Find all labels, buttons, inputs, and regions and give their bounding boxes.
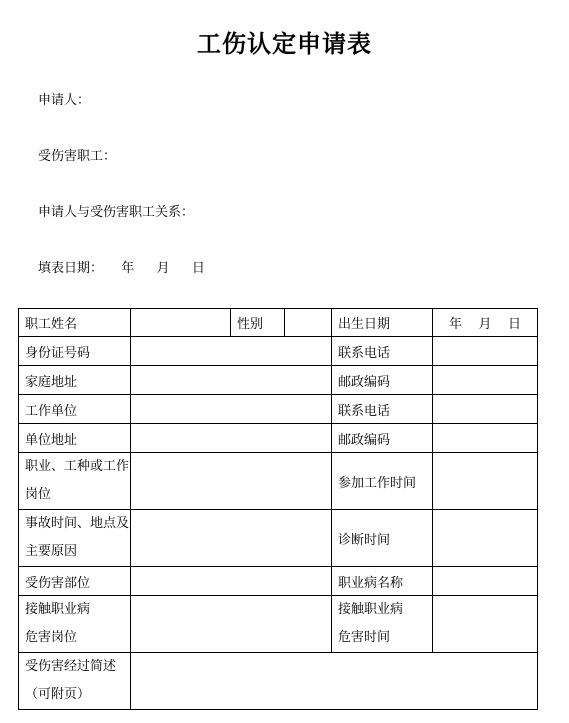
employer-address-label: 单位地址 (19, 424, 131, 453)
diagnosis-date-field[interactable] (433, 510, 538, 567)
injury-summary-label-line1: 受伤害经过简述 (25, 659, 117, 674)
fill-date-line (38, 257, 205, 276)
gender-label: 性别 (231, 309, 285, 337)
table-row (19, 366, 538, 395)
table-row (19, 424, 538, 453)
relationship-line (38, 201, 194, 220)
injury-summary-label (19, 653, 131, 710)
occupation-label-line1: 职业、工种或工作 (25, 459, 130, 474)
employer-phone-field[interactable] (433, 395, 538, 424)
employer-postal-code-label: 邮政编码 (332, 424, 433, 453)
work-start-date-label: 参加工作时间 (332, 453, 433, 510)
table-row (19, 567, 538, 596)
fill-date-day: 日 (191, 261, 205, 276)
accident-label-line2: 主要原因 (25, 544, 78, 559)
phone-field[interactable] (433, 337, 538, 366)
name-field[interactable] (131, 309, 231, 337)
postal-code-field[interactable] (433, 366, 538, 395)
occupation-label-line2: 岗位 (25, 487, 52, 502)
employer-phone-label: 联系电话 (332, 395, 433, 424)
table-row (19, 510, 538, 567)
phone-label: 联系电话 (332, 337, 433, 366)
hazard-post-label-line2: 危害岗位 (25, 630, 78, 645)
applicant-line (38, 89, 90, 108)
occupational-disease-label: 职业病名称 (332, 567, 433, 596)
home-address-field[interactable] (131, 366, 332, 395)
id-number-label: 身份证号码 (19, 337, 131, 366)
employer-address-field[interactable] (131, 424, 332, 453)
hazard-duration-label-line1: 接触职业病 (338, 602, 404, 617)
occupation-label (19, 453, 131, 510)
table-row (19, 453, 538, 510)
hazard-post-label (19, 596, 131, 653)
hazard-post-label-line1: 接触职业病 (25, 602, 91, 617)
occupation-field[interactable] (131, 453, 332, 510)
page-title: 工伤认定申请表 (197, 29, 372, 58)
occupational-disease-field[interactable] (433, 567, 538, 596)
employer-postal-code-field[interactable] (433, 424, 538, 453)
hazard-duration-label-line2: 危害时间 (338, 630, 391, 645)
employer-field[interactable] (131, 395, 332, 424)
table-row (19, 596, 538, 653)
injury-summary-label-line2: （可附页） (25, 687, 91, 702)
accident-label (19, 510, 131, 567)
hazard-duration-field[interactable] (433, 596, 538, 653)
postal-code-label: 邮政编码 (332, 366, 433, 395)
applicant-label: 申请人： (38, 93, 91, 108)
accident-field[interactable] (131, 510, 332, 567)
id-number-field[interactable] (131, 337, 332, 366)
fill-date-month: 月 (156, 261, 170, 276)
injured-worker-label: 受伤害职工： (38, 149, 117, 164)
home-address-label: 家庭地址 (19, 366, 131, 395)
injured-part-field[interactable] (131, 567, 332, 596)
relationship-label: 申请人与受伤害职工关系： (38, 205, 195, 220)
table-row (19, 309, 538, 337)
diagnosis-date-label: 诊断时间 (332, 510, 433, 567)
birth-date-field[interactable]: 年 月 日 (433, 309, 538, 337)
employer-label: 工作单位 (19, 395, 131, 424)
injured-worker-line (38, 145, 116, 164)
name-label: 职工姓名 (19, 309, 131, 337)
work-start-date-field[interactable] (433, 453, 538, 510)
gender-field[interactable] (285, 309, 332, 337)
fill-date-label: 填表日期： (38, 261, 104, 276)
table-row (19, 395, 538, 424)
birth-date-label: 出生日期 (332, 309, 433, 337)
injury-summary-field[interactable] (131, 653, 538, 710)
table-row (19, 653, 538, 710)
hazard-post-field[interactable] (131, 596, 332, 653)
table-row (19, 337, 538, 366)
hazard-duration-label (332, 596, 433, 653)
application-form-table (18, 308, 538, 710)
injured-part-label: 受伤害部位 (19, 567, 131, 596)
accident-label-line1: 事故时间、地点及 (25, 516, 130, 531)
fill-date-year: 年 (121, 261, 135, 276)
